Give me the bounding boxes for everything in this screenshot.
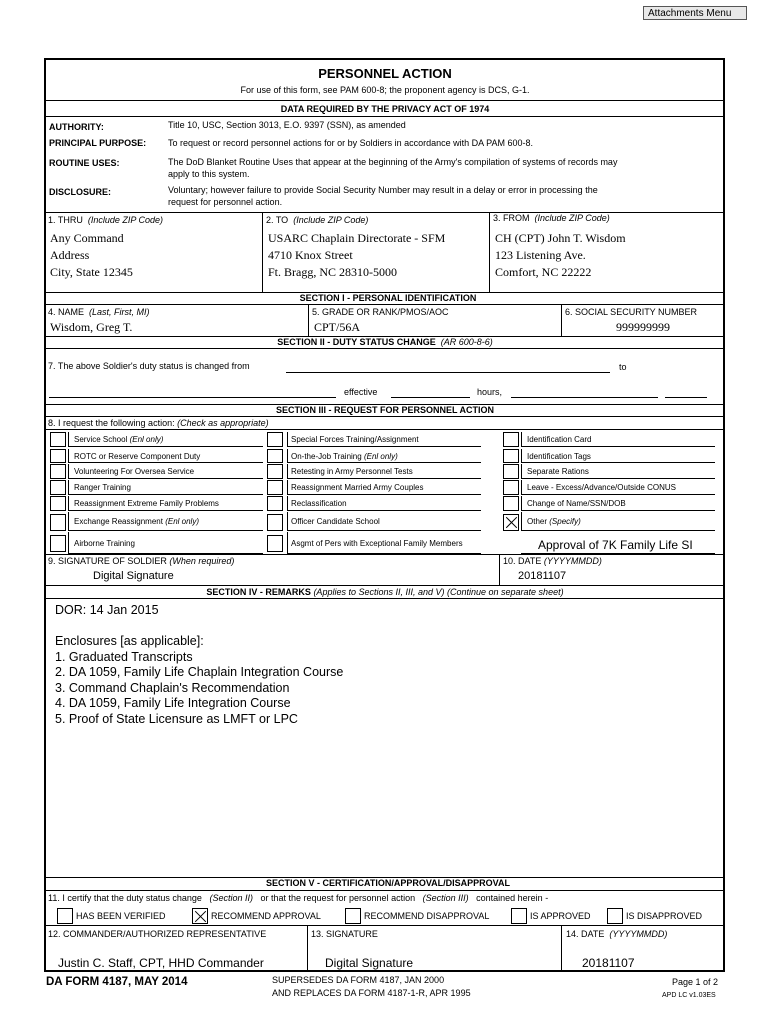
from-label: 3. FROM (Include ZIP Code) — [493, 213, 610, 223]
action-checkbox[interactable] — [50, 449, 66, 463]
section1-header: SECTION I - PERSONAL IDENTIFICATION — [299, 293, 477, 303]
remarks-line: 1. Graduated Transcripts — [55, 649, 193, 664]
action-checkbox[interactable] — [503, 496, 519, 511]
routine-label: ROUTINE USES: — [49, 158, 120, 168]
form-version: APD LC v1.03ES — [662, 992, 716, 999]
to-label: 2. TO (Include ZIP Code) — [266, 215, 369, 225]
item8-label: 8. I request the following action: (Check as appropriate) — [48, 418, 269, 428]
action-checkbox[interactable] — [503, 480, 519, 495]
item7-label: 7. The above Soldier's duty status is changed from — [48, 361, 250, 371]
certification-checkbox[interactable] — [511, 908, 527, 924]
purpose-label: PRINCIPAL PURPOSE: — [49, 138, 147, 148]
extra-field[interactable] — [665, 397, 707, 398]
disclosure-text-2: request for personnel action. — [168, 197, 283, 207]
certification-option-label: IS DISAPPROVED — [626, 911, 703, 921]
to-word: to — [619, 362, 627, 372]
remarks-line: 5. Proof of State Licensure as LMFT or LPC — [55, 711, 298, 726]
certification-checkbox[interactable] — [192, 908, 208, 924]
commander-label: 12. COMMANDER/AUTHORIZED REPRESENTATIVE — [48, 929, 267, 939]
certification-option-label: RECOMMEND APPROVAL — [211, 911, 321, 921]
action-label: Separate Rations — [527, 467, 589, 476]
action-label: Change of Name/SSN/DOB — [527, 499, 626, 508]
action-label: Exchange Reassignment (Enl only) — [74, 517, 199, 526]
action-checkbox[interactable] — [267, 432, 283, 447]
certification-option-label: RECOMMEND DISAPPROVAL — [364, 911, 490, 921]
routine-text-2: apply to this system. — [168, 169, 250, 179]
attachments-menu-button[interactable] — [643, 6, 747, 20]
to-line-2: 4710 Knox Street — [268, 248, 353, 262]
action-checkbox[interactable] — [503, 449, 519, 463]
effective-hours-field[interactable] — [511, 397, 658, 398]
approver-signature-label: 13. SIGNATURE — [311, 929, 378, 939]
status-from-field[interactable] — [286, 372, 610, 373]
action-checkbox[interactable] — [267, 514, 283, 531]
action-label: Retesting in Army Personnel Tests — [291, 467, 413, 476]
action-checkbox[interactable] — [267, 496, 283, 511]
grade-field[interactable]: CPT/56A — [314, 320, 361, 334]
action-label: Reassignment Extreme Family Problems — [74, 499, 219, 508]
action-label: Identification Tags — [527, 451, 591, 461]
thru-address-field[interactable] — [50, 230, 133, 281]
attachments-menu-label: Attachments Menu — [648, 8, 732, 19]
remarks-line — [55, 619, 343, 635]
certification-option-label: HAS BEEN VERIFIED — [76, 911, 166, 921]
to-address-field[interactable] — [268, 230, 445, 281]
soldier-date-label: 10. DATE (YYYYMMDD) — [503, 556, 602, 566]
to-line-1: USARC Chaplain Directorate - SFM — [268, 231, 446, 245]
action-checkbox[interactable] — [267, 480, 283, 495]
action-checkbox[interactable] — [50, 480, 66, 495]
effective-date-field[interactable] — [391, 397, 470, 398]
action-label: Identification Card — [527, 435, 592, 444]
remarks-line: DOR: 14 Jan 2015 — [55, 603, 159, 617]
supersedes-1: SUPERSEDES DA FORM 4187, JAN 2000 — [272, 975, 445, 985]
action-label: Airborne Training — [74, 538, 135, 548]
approver-date-field[interactable]: 20181107 — [582, 956, 635, 970]
action-checkbox[interactable] — [50, 432, 66, 447]
certification-option-label: IS APPROVED — [530, 911, 591, 921]
form-id: DA FORM 4187, MAY 2014 — [46, 976, 188, 988]
action-label: Other (Specify) — [527, 517, 581, 526]
item11-label: 11. I certify that the duty status change (Section II) or that the request for personnel action (Section III) contained herein - — [48, 893, 549, 903]
soldier-signature-label: 9. SIGNATURE OF SOLDIER (When required) — [48, 556, 235, 566]
action-label: Reassignment Married Army Couples — [291, 483, 424, 492]
certification-checkbox[interactable] — [57, 908, 73, 924]
from-line-3: Comfort, NC 22222 — [495, 265, 592, 279]
routine-text-1: The DoD Blanket Routine Uses that appear at the beginning of the Army's compilation of systems of records may — [168, 157, 618, 167]
form-subtitle: For use of this form, see PAM 600-8; the proponent agency is DCS, G-1. — [240, 85, 530, 95]
purpose-text: To request or record personnel actions for or by Soldiers in accordance with DA PAM 600-8. — [168, 138, 534, 148]
form-title: PERSONNEL ACTION — [318, 66, 452, 81]
action-label: Leave - Excess/Advance/Outside CONUS — [527, 483, 676, 492]
checkmark-x-icon — [194, 910, 207, 923]
page-number: Page 1 of 2 — [672, 977, 719, 987]
remarks-line: 2. DA 1059, Family Life Chaplain Integration Course — [55, 665, 344, 679]
section4-header: SECTION IV - REMARKS (Applies to Sections II, III, and V) (Continue on separate sheet) — [206, 587, 564, 597]
action-checkbox[interactable] — [50, 464, 66, 479]
disclosure-text-1: Voluntary; however failure to provide Social Security Number may result in a delay or error in processing the — [168, 185, 598, 195]
certification-checkbox[interactable] — [607, 908, 623, 924]
hours-label: hours, — [477, 387, 503, 397]
ssn-label: 6. SOCIAL SECURITY NUMBER — [565, 307, 698, 317]
remarks-line: 3. Command Chaplain's Recommendation — [55, 680, 290, 695]
supersedes-2: AND REPLACES DA FORM 4187-1-R, APR 1995 — [272, 988, 471, 998]
soldier-date-field[interactable]: 20181107 — [518, 570, 567, 582]
remarks-line: Enclosures [as applicable]: — [55, 634, 204, 648]
from-address-field[interactable] — [495, 230, 626, 281]
section2-header: SECTION II - DUTY STATUS CHANGE (AR 600-8-6) — [277, 337, 493, 347]
action-checkbox[interactable] — [50, 514, 66, 531]
remarks-field[interactable] — [55, 603, 343, 727]
thru-line-2: Address — [50, 248, 90, 262]
to-line-3: Ft. Bragg, NC 28310-5000 — [268, 265, 397, 279]
action-label: Volunteering For Oversea Service — [74, 467, 195, 476]
thru-line-1: Any Command — [50, 231, 124, 245]
soldier-signature-field[interactable]: Digital Signature — [93, 570, 174, 582]
status-to-field[interactable] — [49, 397, 336, 398]
action-checkbox[interactable] — [50, 535, 66, 552]
action-checkbox[interactable] — [267, 464, 283, 479]
grade-label: 5. GRADE OR RANK/PMOS/AOC — [312, 307, 449, 317]
thru-label: 1. THRU (Include ZIP Code) — [48, 215, 164, 225]
from-line-1: CH (CPT) John T. Wisdom — [495, 231, 626, 245]
authority-label: AUTHORITY: — [49, 122, 104, 132]
approver-date-label: 14. DATE (YYYYMMDD) — [566, 929, 668, 939]
privacy-header: DATA REQUIRED BY THE PRIVACY ACT OF 1974 — [280, 104, 490, 114]
from-line-2: 123 Listening Ave. — [495, 248, 586, 262]
thru-line-3: City, State 12345 — [50, 265, 133, 279]
other-specify-value[interactable]: Approval of 7K Family Life SI — [538, 538, 693, 552]
disclosure-label: DISCLOSURE: — [49, 187, 112, 197]
effective-label: effective — [344, 387, 378, 397]
action-label: Officer Candidate School — [291, 517, 380, 526]
ssn-field[interactable]: 999999999 — [616, 320, 670, 334]
certification-checkbox[interactable] — [345, 908, 361, 924]
authority-text: Title 10, USC, Section 3013, E.O. 9397 (SSN), as amended — [168, 120, 406, 130]
name-label: 4. NAME (Last, First, MI) — [48, 307, 150, 317]
action-checkbox[interactable] — [503, 432, 519, 447]
action-label: Ranger Training — [74, 483, 131, 492]
action-label: ROTC or Reserve Component Duty — [74, 451, 201, 461]
checkmark-x-icon — [505, 516, 518, 529]
remarks-line: 4. DA 1059, Family Life Integration Course — [55, 696, 291, 710]
name-field[interactable]: Wisdom, Greg T. — [50, 320, 133, 334]
action-label: Asgmt of Pers with Exceptional Family Members — [291, 538, 463, 548]
action-checkbox[interactable] — [503, 464, 519, 479]
commander-field[interactable]: Justin C. Staff, CPT, HHD Commander — [58, 956, 264, 970]
action-checkbox[interactable] — [267, 449, 283, 463]
approver-signature-field[interactable]: Digital Signature — [325, 956, 414, 970]
action-label: Reclassification — [291, 499, 347, 508]
action-checkbox[interactable] — [503, 514, 519, 531]
action-checkbox[interactable] — [267, 535, 283, 552]
action-label: On-the-Job Training (Enl only) — [291, 451, 398, 461]
section3-header: SECTION III - REQUEST FOR PERSONNEL ACTION — [275, 405, 495, 415]
action-label: Service School (Enl only) — [74, 435, 164, 444]
section5-header: SECTION V - CERTIFICATION/APPROVAL/DISAPPROVAL — [265, 878, 510, 888]
action-checkbox[interactable] — [50, 496, 66, 511]
action-label: Special Forces Training/Assignment — [291, 435, 419, 444]
